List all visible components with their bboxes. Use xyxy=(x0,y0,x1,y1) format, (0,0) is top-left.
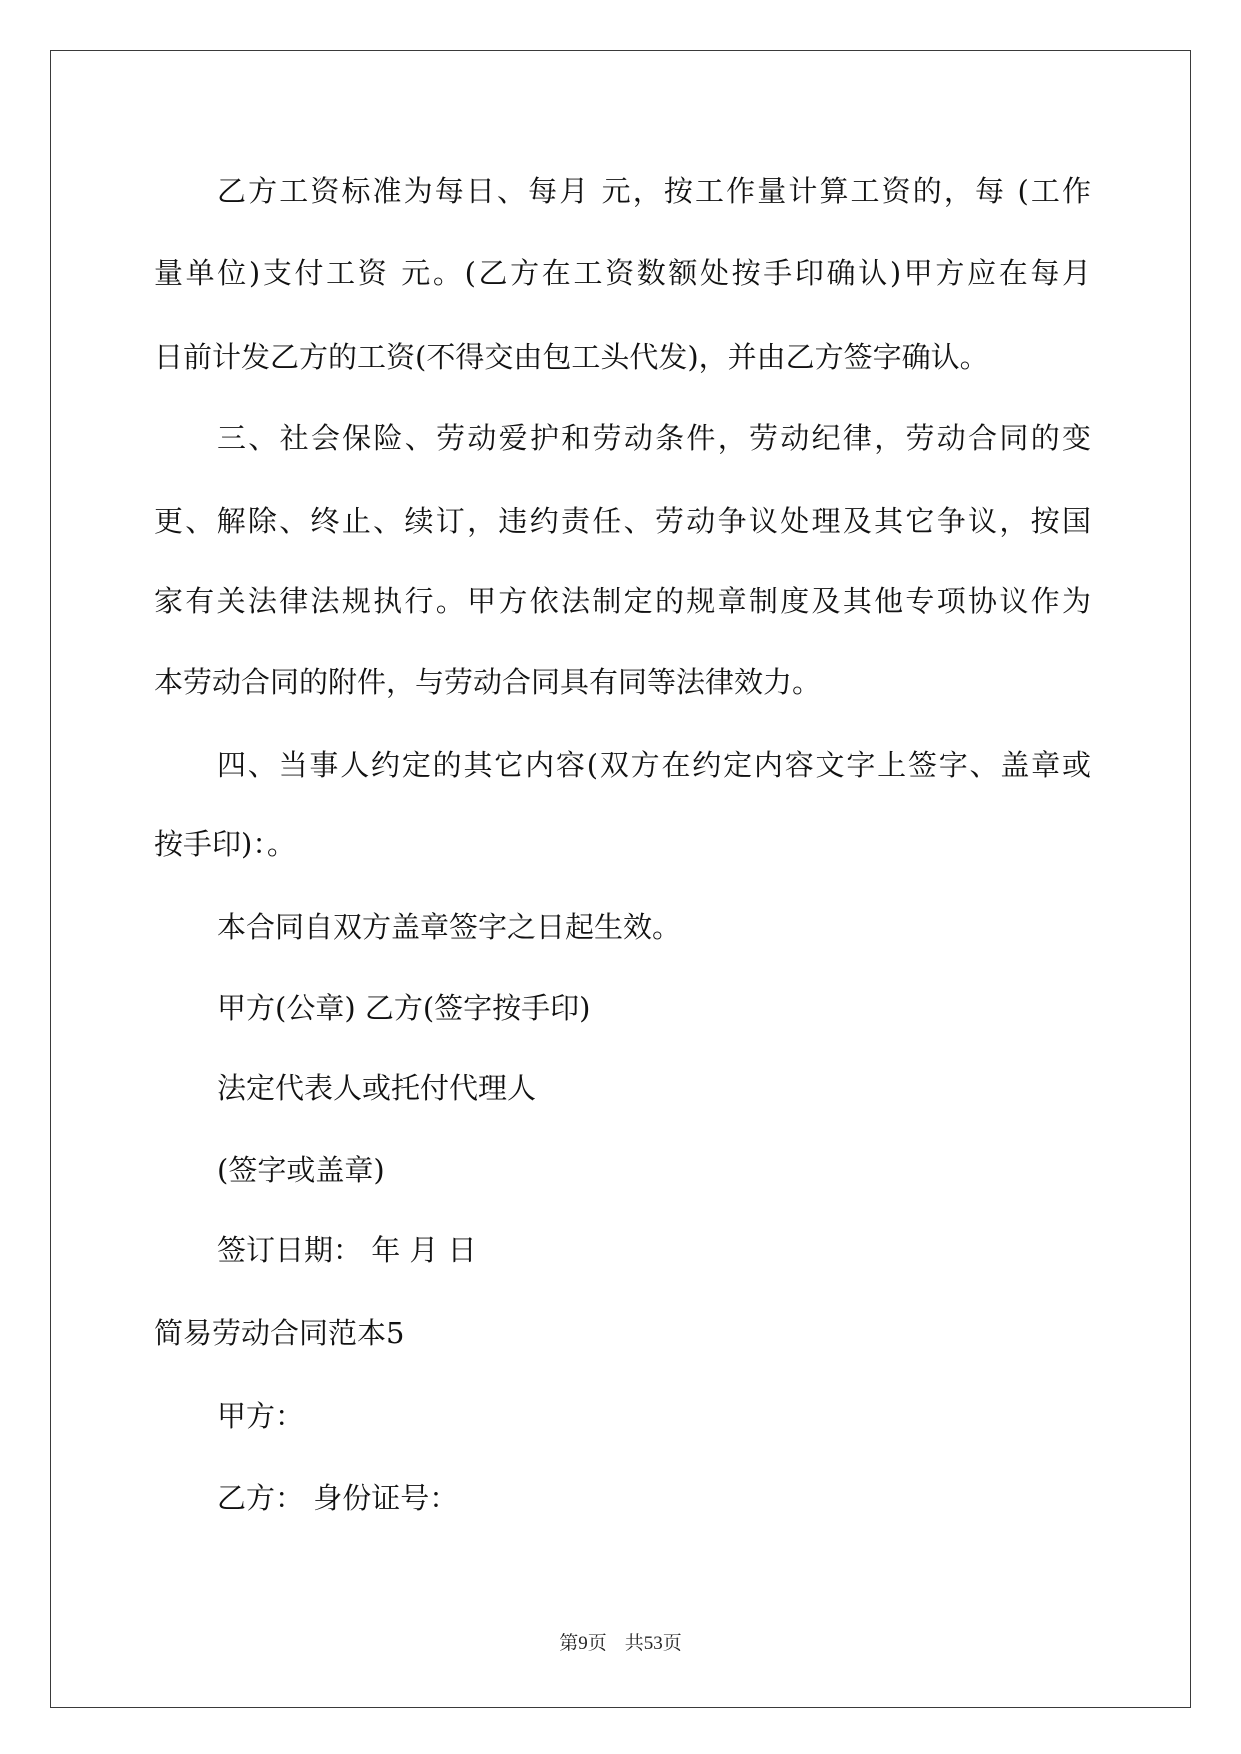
paragraph-line: 量单位)支付工资 元。(乙方在工资数额处按手印确认)甲方应在每月 xyxy=(154,256,1091,290)
paragraph-line: 家有关法律法规执行。甲方依法制定的规章制度及其他专项协议作为 xyxy=(154,584,1091,618)
paragraph-line: 本劳动合同的附件，与劳动合同具有同等法律效力。 xyxy=(154,665,822,699)
party-a-line: 甲方： xyxy=(217,1399,305,1433)
sign-or-seal-line: (签字或盖章) xyxy=(217,1153,385,1187)
paragraph-line: 按手印)：。 xyxy=(154,827,296,861)
paragraph-line: 更、解除、终止、续订，违约责任、劳动争议处理及其它争议，按国 xyxy=(154,504,1091,538)
paragraph-line: 四、当事人约定的其它内容(双方在约定内容文字上签字、盖章或 xyxy=(217,748,1091,782)
page-total: 共53页 xyxy=(624,1633,682,1654)
page-border xyxy=(50,50,1191,1708)
page-number: 第9页 xyxy=(559,1633,607,1654)
paragraph-line: 乙方工资标准为每日、每月 元，按工作量计算工资的，每 (工作 xyxy=(217,174,1091,208)
paragraph-line: 日前计发乙方的工资(不得交由包工头代发)，并由乙方签字确认。 xyxy=(154,340,989,374)
page-footer xyxy=(0,1631,1241,1657)
effective-clause: 本合同自双方盖章签字之日起生效。 xyxy=(217,910,682,944)
party-b-line: 乙方： 身份证号： xyxy=(217,1481,459,1515)
signatories-line: 甲方(公章) 乙方(签字按手印) xyxy=(217,991,591,1025)
section-title: 简易劳动合同范本5 xyxy=(154,1316,405,1350)
representative-line: 法定代表人或托付代理人 xyxy=(217,1071,537,1105)
sign-date-line: 签订日期： 年 月 日 xyxy=(217,1233,477,1267)
paragraph-line: 三、社会保险、劳动爱护和劳动条件，劳动纪律，劳动合同的变 xyxy=(217,421,1091,455)
